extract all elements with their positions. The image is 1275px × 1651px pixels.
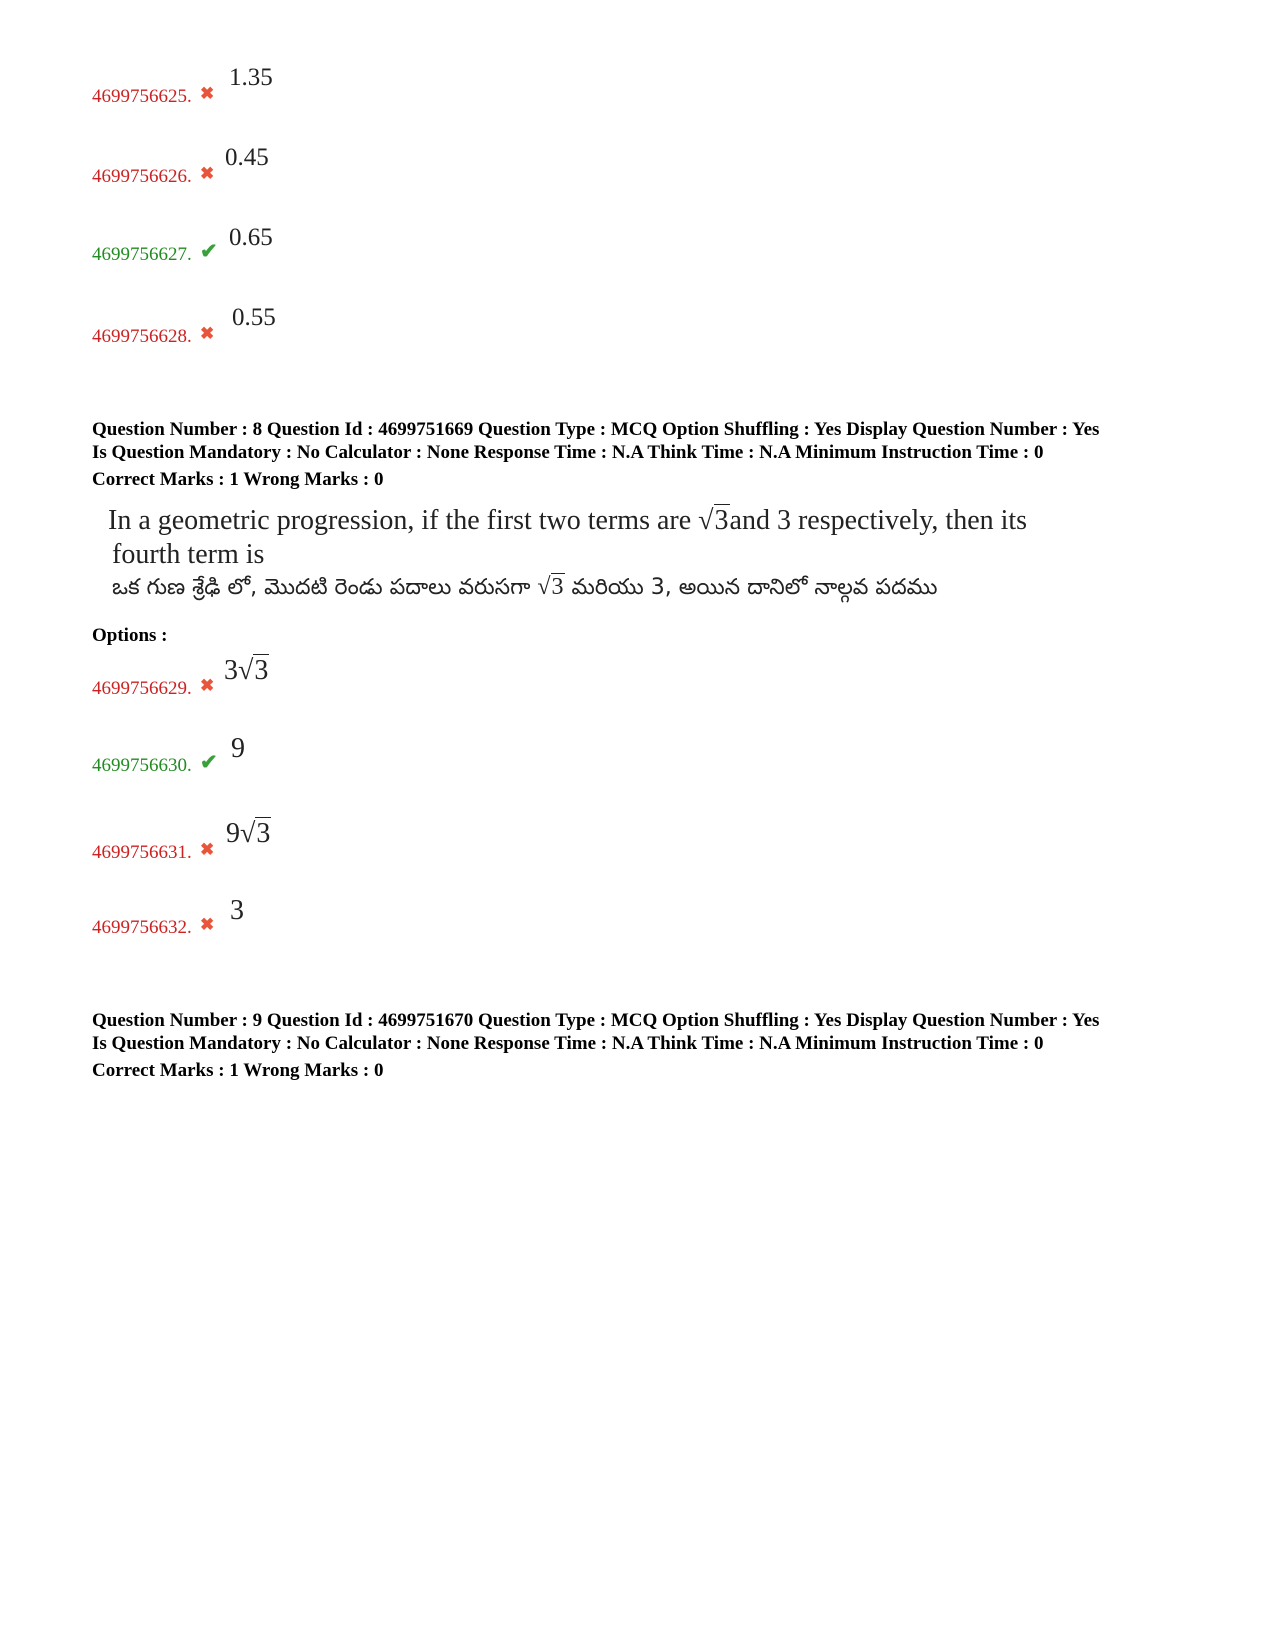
option-id: 4699756625.: [92, 86, 192, 107]
cross-icon: ✖: [200, 676, 215, 695]
meta-line: Question Number : 9 Question Id : 4699751670 Question Type : MCQ Option Shuffling : Yes Display Question Number : Yes: [92, 1010, 1100, 1031]
option-id: 4699756628.: [92, 326, 192, 347]
cross-icon: ✖: [200, 840, 215, 859]
option-row: [92, 302, 492, 362]
option-id: 4699756632.: [92, 917, 192, 938]
option-value: 9√3: [226, 818, 271, 849]
option-value: 3: [230, 895, 244, 926]
sqrt-symbol: √3: [240, 818, 271, 849]
sqrt-symbol: √3: [698, 505, 729, 536]
option-row: [92, 818, 492, 878]
option-value: 0.65: [229, 224, 273, 251]
option-id: 4699756629.: [92, 678, 192, 699]
option-id: 4699756631.: [92, 842, 192, 863]
cross-icon: ✖: [200, 84, 215, 103]
option-value: 0.55: [232, 304, 276, 331]
meta-line: Is Question Mandatory : No Calculator : None Response Time : N.A Think Time : N.A Minimum Instruction Time : 0: [92, 442, 1044, 463]
option-id: 4699756627.: [92, 244, 192, 265]
cross-icon: ✖: [200, 164, 215, 183]
sqrt-symbol: √3: [238, 655, 269, 686]
option-id: 4699756626.: [92, 166, 192, 187]
question-meta: [92, 1009, 1099, 1082]
meta-line: Question Number : 8 Question Id : 4699751669 Question Type : MCQ Option Shuffling : Yes Display Question Number : Yes: [92, 419, 1100, 440]
option-row: [92, 222, 492, 282]
meta-line: Is Question Mandatory : No Calculator : None Response Time : N.A Think Time : N.A Minimum Instruction Time : 0: [92, 1033, 1044, 1054]
option-row: [92, 733, 492, 793]
option-row: [92, 655, 492, 715]
question-text: In a geometric progression, if the first two terms are √3and 3 respectively, then its: [108, 505, 1028, 536]
option-value: 0.45: [225, 144, 269, 171]
question-text-line2: fourth term is: [112, 539, 265, 570]
cross-icon: ✖: [200, 324, 215, 343]
question-meta: [92, 418, 1099, 491]
check-icon: ✔: [200, 750, 218, 774]
option-row: [92, 62, 492, 122]
option-value: 9: [231, 733, 245, 764]
option-value: 3√3: [224, 655, 269, 686]
check-icon: ✔: [200, 239, 218, 263]
option-row: [92, 895, 492, 955]
options-label: Options :: [92, 625, 168, 646]
question-text-telugu: ఒక గుణ శ్రేఢి లో, మొదటి రెండు పదాలు వరుసగా √3 మరియు 3, అయిన దానిలో నాల్గవ పదము: [112, 574, 938, 600]
marks-line: Correct Marks : 1 Wrong Marks : 0: [92, 1060, 384, 1081]
marks-line: Correct Marks : 1 Wrong Marks : 0: [92, 469, 384, 490]
cross-icon: ✖: [200, 915, 215, 934]
sqrt-symbol: √3: [537, 574, 564, 600]
option-value: 1.35: [229, 64, 273, 91]
option-id: 4699756630.: [92, 755, 192, 776]
option-row: [92, 142, 492, 202]
